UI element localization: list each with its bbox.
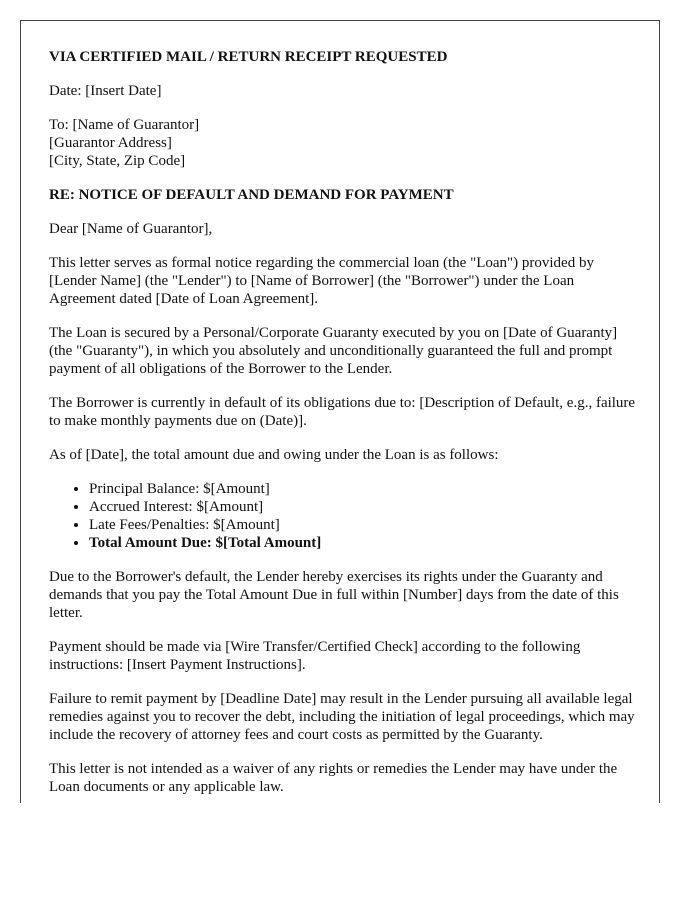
amount-item: • Late Fees/Penalties: $[Amount]: [89, 516, 641, 534]
paragraph: Payment should be made via [Wire Transfer/Certified Check] according to the following instructions: [Insert Payment Instructions].: [49, 639, 581, 673]
letter-page: [20, 20, 660, 803]
address-line: [City, State, Zip Code]: [49, 153, 186, 169]
amount-item: • Principal Balance: $[Amount]: [89, 480, 641, 498]
amount-list: [49, 480, 641, 552]
subject-line: RE: NOTICE OF DEFAULT AND DEMAND FOR PAYMENT: [49, 187, 454, 203]
salutation: Dear [Name of Guarantor],: [49, 221, 213, 237]
paragraph: Failure to remit payment by [Deadline Date] may result in the Lender pursuing all available legal remedies against you to recover the debt, including the initiation of legal proceedings, which may include the recovery of attorney fees and court costs as permitted by the Guaranty.: [49, 691, 635, 743]
paragraph: This letter serves as formal notice regarding the commercial loan (the "Loan") provided by [Lender Name] (the "Lender") to [Name of Borrower] (the "Borrower") under the Loan Agreement dated [Date of Loan Agreement].: [49, 255, 594, 307]
mailing-header: VIA CERTIFIED MAIL / RETURN RECEIPT REQUESTED: [49, 49, 448, 65]
recipient-address: [49, 116, 641, 170]
paragraph: This letter is not intended as a waiver of any rights or remedies the Lender may have under the Loan documents or any applicable law.: [49, 761, 618, 795]
paragraph: Due to the Borrower's default, the Lender hereby exercises its rights under the Guaranty and demands that you pay the Total Amount Due in full within [Number] days from the date of this letter.: [49, 569, 619, 621]
address-line: [Guarantor Address]: [49, 135, 172, 151]
paragraph: As of [Date], the total amount due and owing under the Loan is as follows:: [49, 447, 499, 463]
total-amount-item: • Total Amount Due: $[Total Amount]: [89, 534, 641, 552]
paragraph: The Borrower is currently in default of its obligations due to: [Description of Default, e.g., failure to make monthly payments due on (Date)].: [49, 395, 636, 429]
date-line: Date: [Insert Date]: [49, 83, 162, 99]
address-line: To: [Name of Guarantor]: [49, 117, 200, 133]
paragraph: The Loan is secured by a Personal/Corporate Guaranty executed by you on [Date of Guaranty] (the "Guaranty"), in which you absolutely and unconditionally guaranteed the full and prompt payment of all obligations of the Borrower to the Lender.: [49, 325, 618, 377]
amount-item: • Accrued Interest: $[Amount]: [89, 498, 641, 516]
